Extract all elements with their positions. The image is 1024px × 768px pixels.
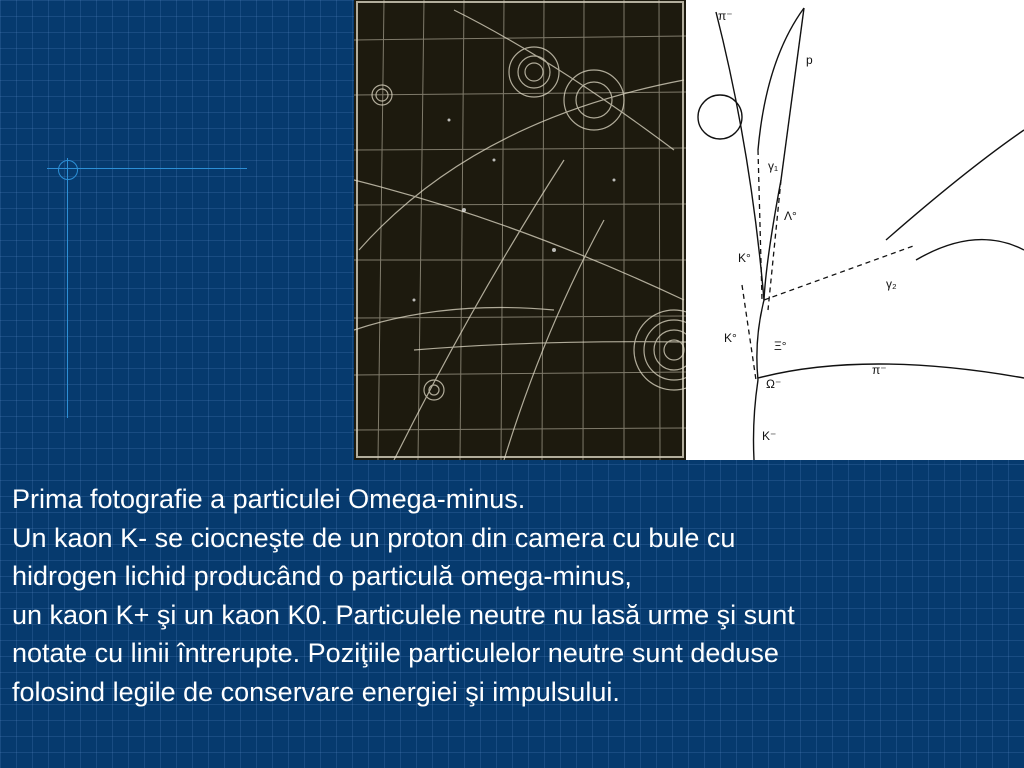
label-lambda0: Λ° bbox=[784, 209, 797, 223]
label-gamma1: γ₁ bbox=[768, 159, 779, 173]
label-xi0: Ξ° bbox=[774, 339, 787, 353]
bubble-chamber-photo bbox=[354, 0, 686, 460]
caption-line: folosind legile de conservare energiei şi impulsului. bbox=[12, 676, 620, 707]
caption-line: notate cu linii întrerupte. Poziţiile particulelor neutre sunt deduse bbox=[12, 638, 779, 668]
label-omega-minus: Ω⁻ bbox=[766, 377, 782, 391]
label-k0-upper: K° bbox=[738, 251, 751, 265]
decorative-circle bbox=[58, 160, 78, 180]
label-pi-minus-top: π⁻ bbox=[718, 9, 733, 23]
label-k0-lower: K° bbox=[724, 331, 737, 345]
track-diagram bbox=[686, 0, 1024, 460]
label-p: p bbox=[806, 53, 813, 67]
decorative-vertical-line bbox=[67, 158, 68, 418]
label-gamma2: γ₂ bbox=[886, 277, 897, 291]
caption-line: Un kaon K- se ciocneşte de un proton din camera cu bule cu bbox=[12, 522, 736, 553]
bubble-chamber-photo-graphic bbox=[354, 0, 686, 460]
label-pi-minus-right: π⁻ bbox=[872, 363, 887, 377]
caption-line: Prima fotografie a particulei Omega-minus. bbox=[12, 484, 526, 514]
caption bbox=[12, 480, 1017, 711]
label-k-minus: K⁻ bbox=[762, 429, 777, 443]
track-diagram-graphic bbox=[686, 0, 1024, 460]
caption-line: un kaon K+ şi un kaon K0. Particulele neutre nu lasă urme şi sunt bbox=[12, 599, 795, 630]
caption-line: hidrogen lichid producând o particulă omega-minus, bbox=[12, 561, 632, 591]
